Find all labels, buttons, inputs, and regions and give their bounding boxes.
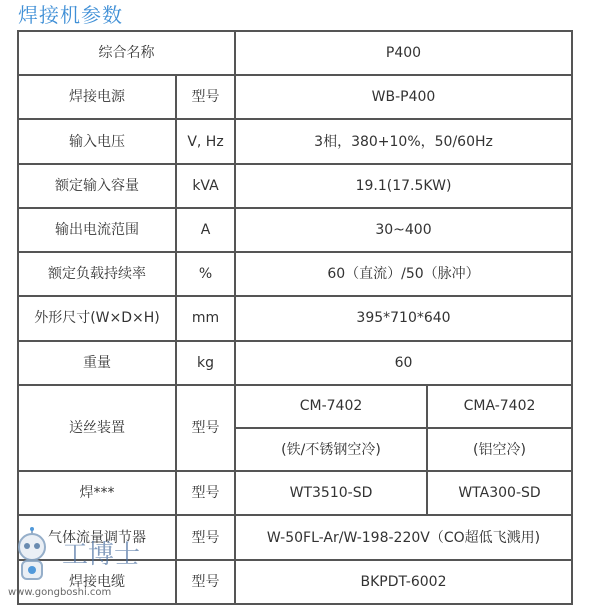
- row-value: BKPDT-6002: [235, 560, 572, 604]
- row-value: 19.1(17.5KW): [235, 164, 572, 208]
- row-value: 30~400: [235, 208, 572, 252]
- row-value-a: CM-7402: [235, 385, 427, 428]
- row-unit: kg: [176, 341, 235, 385]
- table-row-duty-cycle: [18, 252, 572, 296]
- row-unit: %: [176, 252, 235, 296]
- table-row-welding-cable: [18, 560, 572, 604]
- row-label: 额定输入容量: [18, 164, 176, 208]
- row-label: 输出电流范围: [18, 208, 176, 252]
- row-label: 送丝装置: [18, 385, 176, 471]
- row-unit: 型号: [176, 385, 235, 471]
- row-unit: 型号: [176, 75, 235, 119]
- row-value: P400: [235, 31, 572, 75]
- row-note-a: (铁/不锈钢空冷): [235, 428, 427, 471]
- row-unit: 型号: [176, 560, 235, 604]
- row-label: 外形尺寸(W×D×H): [18, 296, 176, 340]
- row-label: 重量: [18, 341, 176, 385]
- row-unit: 型号: [176, 471, 235, 515]
- table-row-current-range: [18, 208, 572, 252]
- row-label: 焊接电源: [18, 75, 176, 119]
- row-value: 60: [235, 341, 572, 385]
- spec-table: [17, 30, 573, 605]
- row-value: W-50FL-Ar/W-198-220V（CO超低飞溅用): [235, 515, 572, 559]
- table-row-weight: [18, 341, 572, 385]
- watermark-brand: 工博士: [62, 540, 141, 570]
- page-title: 焊接机参数: [18, 3, 123, 27]
- row-label: 额定负载持续率: [18, 252, 176, 296]
- table-row-gas-regulator: [18, 515, 572, 559]
- row-value: 60（直流）/50（脉冲）: [235, 252, 572, 296]
- row-value: 395*710*640: [235, 296, 572, 340]
- table-row-dimensions: [18, 296, 572, 340]
- row-unit: V, Hz: [176, 119, 235, 163]
- row-unit: 型号: [176, 515, 235, 559]
- row-value: 3相，380+10%，50/60Hz: [235, 119, 572, 163]
- row-note-b: (铝空冷): [427, 428, 572, 471]
- table-row-torch: [18, 471, 572, 515]
- row-value-a: WT3510-SD: [235, 471, 427, 515]
- row-unit: A: [176, 208, 235, 252]
- row-unit: kVA: [176, 164, 235, 208]
- table-row-input-voltage: [18, 119, 572, 163]
- table-row-input-capacity: [18, 164, 572, 208]
- table-row-power-source: [18, 75, 572, 119]
- row-value-b: WTA300-SD: [427, 471, 572, 515]
- row-label: 焊接电缆: [18, 560, 176, 604]
- row-value: WB-P400: [235, 75, 572, 119]
- row-label: 综合名称: [18, 31, 235, 75]
- table-row-product-name: [18, 31, 572, 75]
- row-value-b: CMA-7402: [427, 385, 572, 428]
- row-label: 输入电压: [18, 119, 176, 163]
- row-unit: mm: [176, 296, 235, 340]
- row-label: 焊***: [18, 471, 176, 515]
- watermark-url: www.gongboshi.com: [8, 587, 112, 598]
- row-label: 气体流量调节器: [18, 515, 176, 559]
- table-row-wire-feeder: [18, 385, 572, 428]
